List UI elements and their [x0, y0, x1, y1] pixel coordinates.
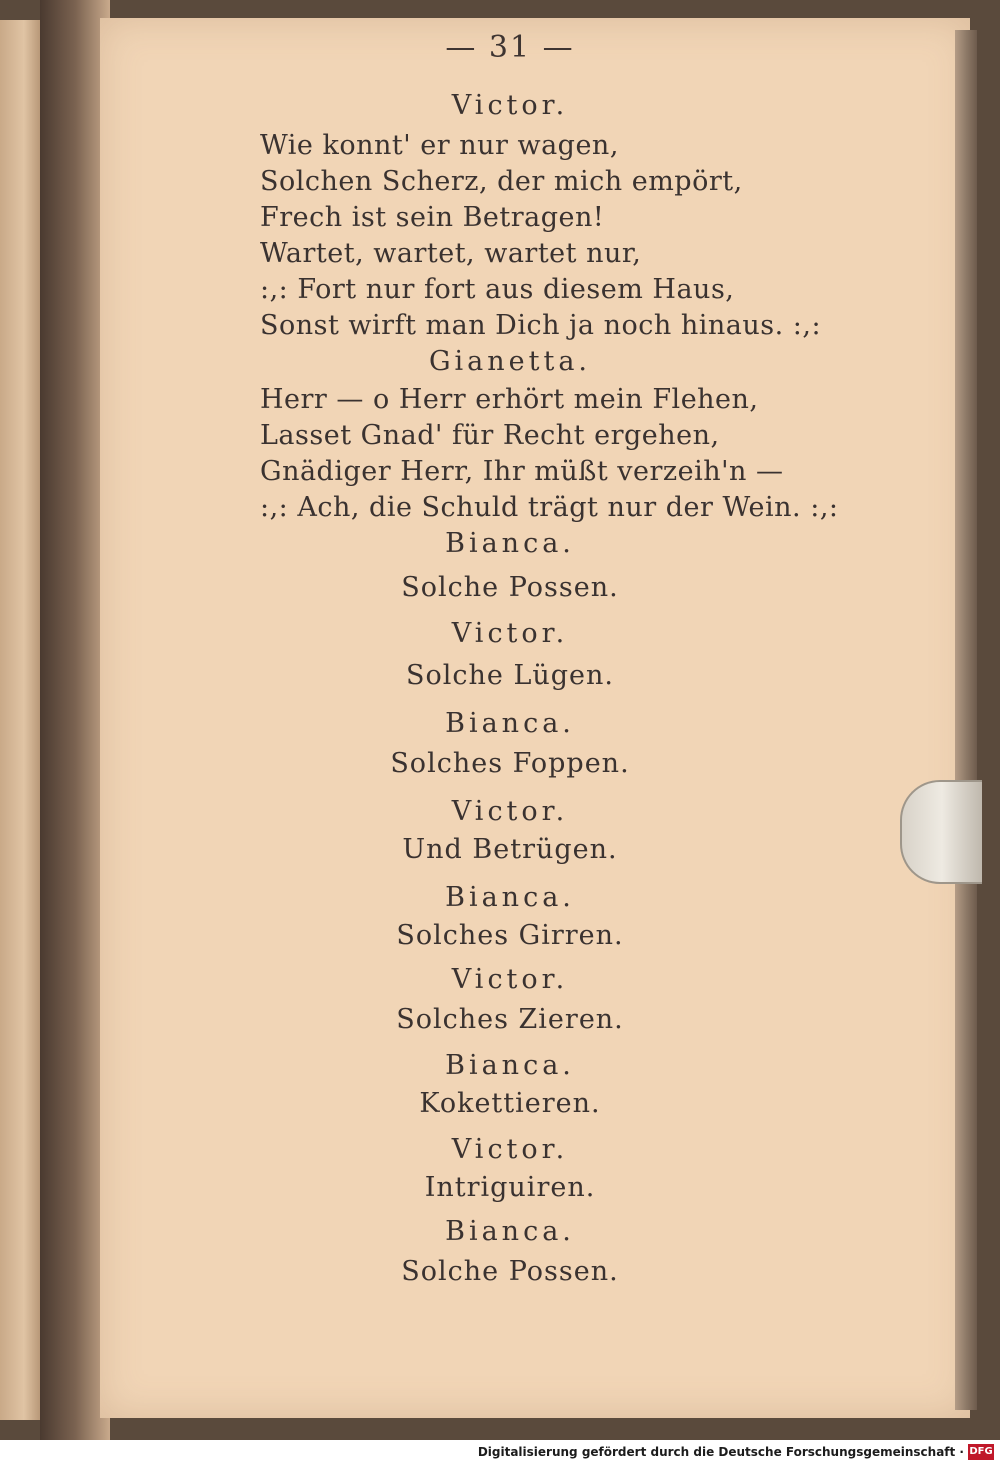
- book-clip: [900, 780, 982, 884]
- verse-line: Gnädiger Herr, Ihr müßt verzeih'n —: [260, 456, 784, 487]
- verse-line: Solchen Scherz, der mich empört,: [260, 166, 743, 197]
- left-page-edge: [0, 20, 42, 1420]
- speaker-name: Bianca.: [445, 1216, 575, 1247]
- speaker-name: Victor.: [451, 618, 569, 649]
- speaker-name: Bianca.: [445, 528, 575, 559]
- speaker-name: Victor.: [451, 90, 569, 121]
- speaker-name: Victor.: [451, 1134, 569, 1165]
- dialogue-line: Solches Zieren.: [396, 1004, 624, 1035]
- page-number: — 31 —: [445, 30, 575, 65]
- footer-bar: [0, 1440, 1000, 1469]
- dialogue-line: Solche Possen.: [401, 1256, 619, 1287]
- verse-line: :,: Fort nur fort aus diesem Haus,: [260, 274, 735, 305]
- dialogue-line: Solches Girren.: [396, 920, 624, 951]
- speaker-name: Victor.: [451, 796, 569, 827]
- dialogue-line: Solches Foppen.: [390, 748, 630, 779]
- dialogue-line: Und Betrügen.: [402, 834, 618, 865]
- dfg-logo[interactable]: DFG: [968, 1444, 994, 1460]
- dialogue-line: Intriguiren.: [424, 1172, 596, 1203]
- speaker-name: Bianca.: [445, 882, 575, 913]
- verse-line: Wie konnt' er nur wagen,: [260, 130, 619, 161]
- funding-credit: Digitalisierung gefördert durch die Deutsche Forschungsgemeinschaft ·: [477, 1445, 964, 1459]
- verse-line: Lasset Gnad' für Recht ergehen,: [260, 420, 720, 451]
- dialogue-line: Solche Possen.: [401, 572, 619, 603]
- dialogue-line: Kokettieren.: [419, 1088, 601, 1119]
- right-page-edge: [955, 30, 977, 1410]
- dialogue-line: Solche Lügen.: [405, 660, 614, 691]
- verse-line: Herr — o Herr erhört mein Flehen,: [260, 384, 759, 415]
- verse-line: :,: Ach, die Schuld trägt nur der Wein. :,:: [260, 492, 839, 523]
- speaker-name: Victor.: [451, 964, 569, 995]
- speaker-name: Bianca.: [445, 708, 575, 739]
- verse-line: Frech ist sein Betragen!: [260, 202, 605, 233]
- verse-line: Wartet, wartet, wartet nur,: [260, 238, 642, 269]
- speaker-name: Gianetta.: [428, 346, 592, 377]
- verse-line: Sonst wirft man Dich ja noch hinaus. :,:: [260, 310, 822, 341]
- speaker-name: Bianca.: [445, 1050, 575, 1081]
